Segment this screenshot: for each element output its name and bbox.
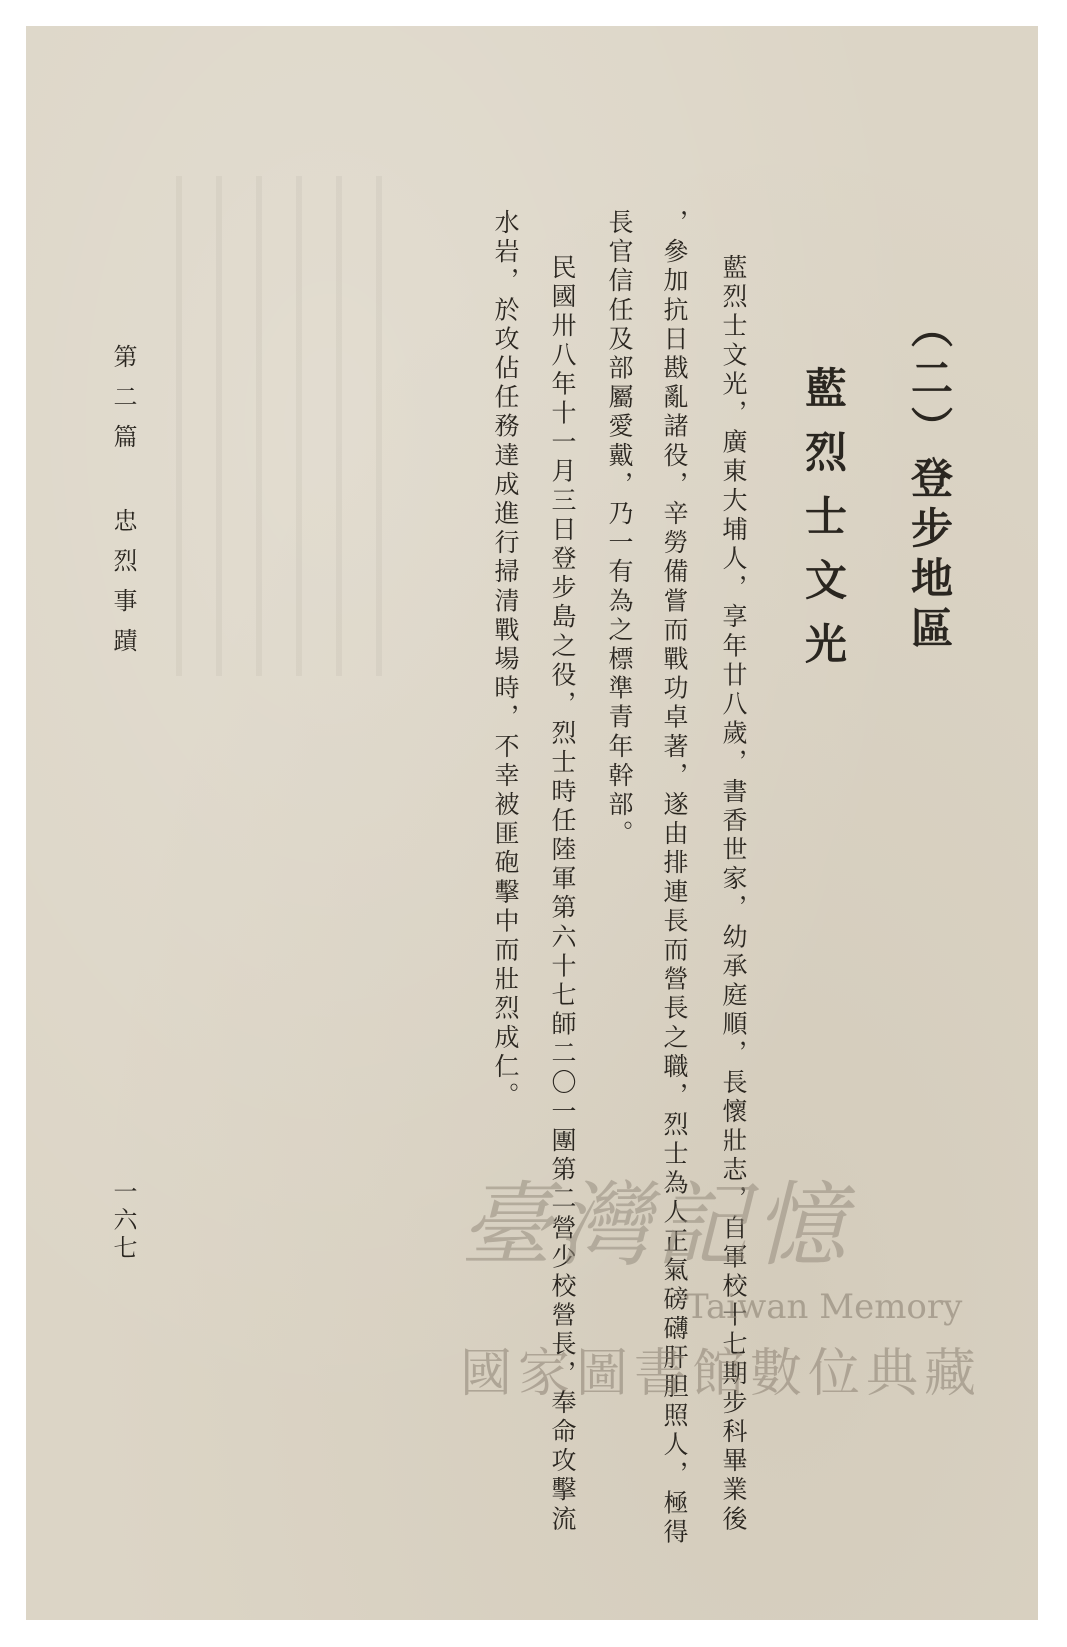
taiwan-memory-watermark: [440, 1172, 983, 1440]
watermark-calligraphy-logo: 臺灣記憶: [460, 1172, 853, 1279]
body-text-line-1: 藍烈士文光，廣東大埔人，享年廿八歲，書香世家，幼承庭順，長懷壯志，自軍校十七期步科畢業後: [719, 254, 748, 1535]
show-through-text: [176, 176, 396, 676]
page-number: 一六七: [109, 1179, 137, 1263]
section-heading: （二）登步地區: [905, 306, 954, 656]
watermark-english-text: Taiwan Memory: [686, 1287, 963, 1327]
body-text-line-3: 長官信任及部屬愛戴，乃一有為之標準青年幹部。: [605, 209, 634, 850]
running-head: 第二篇 忠烈事蹟: [109, 344, 137, 668]
body-text-line-2: ，參加抗日戡亂諸役，辛勞備嘗而戰功卓著，遂由排連長而營長之職，烈士為人正氣磅礴肝胆照人，極得: [660, 209, 689, 1548]
watermark-library-name: 國家圖書館數位典藏: [460, 1344, 983, 1404]
body-text-line-5: 水岩，於攻佔任務達成進行掃清戰場時，不幸被匪砲擊中而壯烈成仁。: [491, 209, 520, 1112]
martyr-name-heading: 藍烈士文光: [799, 366, 848, 686]
body-text-line-4: 民國卅八年十一月三日登步島之役，烈士時任陸軍第六十七師二〇一團第二營少校營長，奉命攻擊流: [548, 254, 577, 1535]
